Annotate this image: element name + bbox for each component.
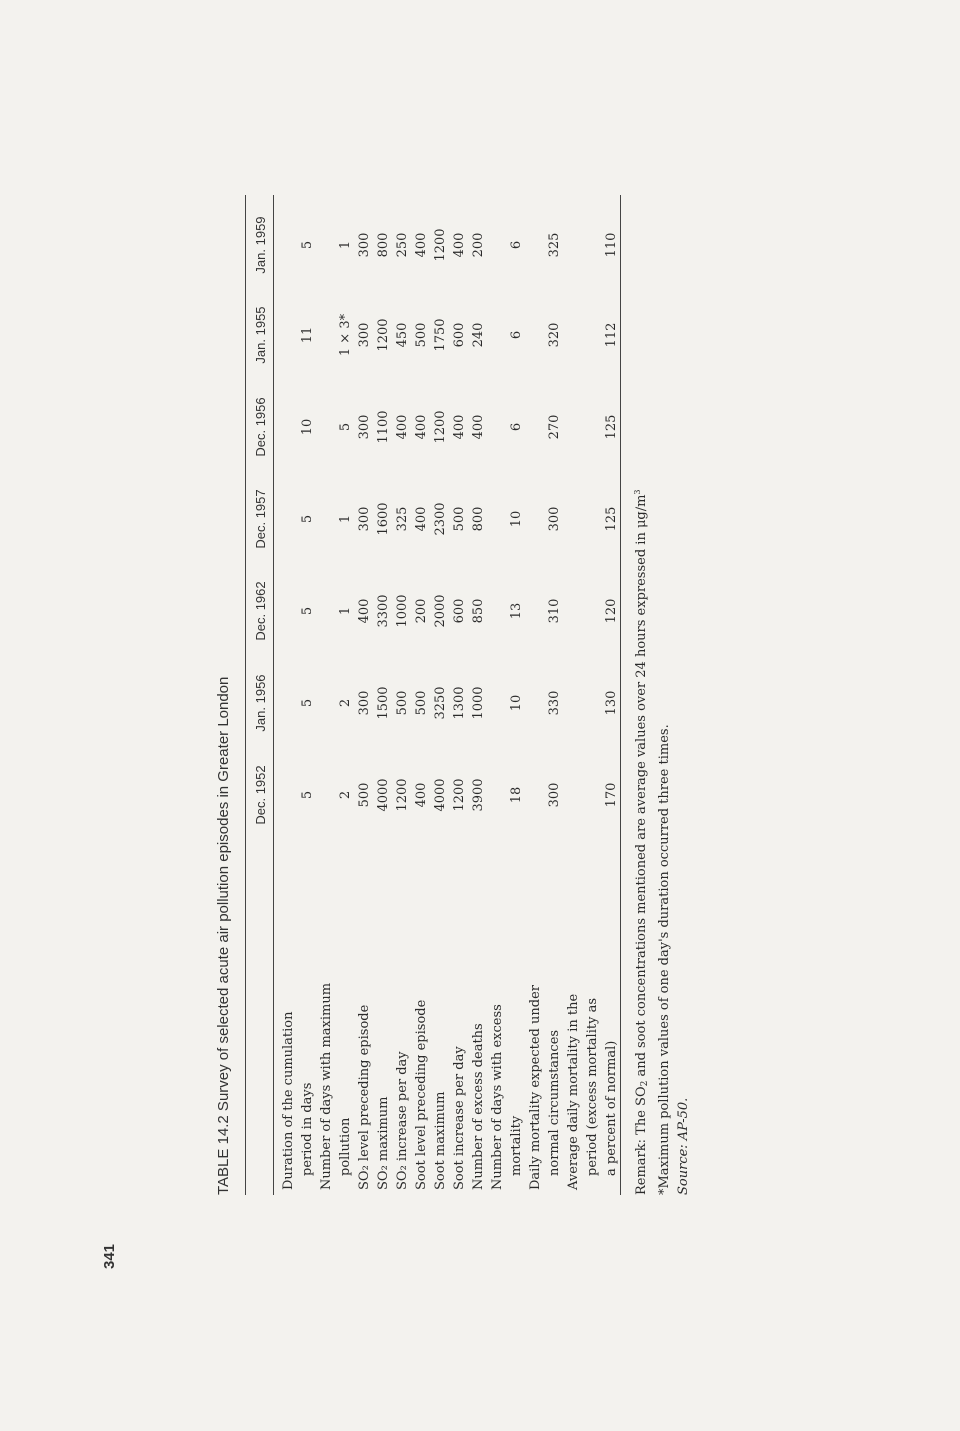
table-cell: 325 bbox=[547, 232, 562, 258]
table-cell: 400 bbox=[471, 414, 486, 440]
table-cell: 2000 bbox=[433, 594, 448, 628]
table-cell: 5 bbox=[300, 514, 315, 524]
table-cell: 3300 bbox=[376, 594, 391, 628]
table-cell: 400 bbox=[414, 506, 429, 532]
table-cell: 400 bbox=[414, 782, 429, 808]
table-cell: 1 bbox=[338, 606, 353, 616]
table-cell: 3250 bbox=[433, 686, 448, 720]
table-cell: 400 bbox=[395, 414, 410, 440]
table-cell: 1300 bbox=[452, 686, 467, 720]
table-cell: 10 bbox=[509, 694, 524, 712]
table-cell: 1000 bbox=[395, 594, 410, 628]
row-label: Duration of the cumulation period in days bbox=[281, 1011, 315, 1190]
row-label: SO₂ maximum bbox=[376, 1096, 391, 1190]
column-header: Dec. 1952 bbox=[253, 765, 268, 825]
header-rule bbox=[273, 195, 274, 1195]
table-cell: 300 bbox=[547, 782, 562, 808]
table-cell: 500 bbox=[452, 506, 467, 532]
table-cell: 500 bbox=[357, 782, 372, 808]
table-cell: 1100 bbox=[376, 410, 391, 444]
table-cell: 120 bbox=[604, 598, 619, 624]
table-cell: 250 bbox=[395, 232, 410, 258]
table-cell: 5 bbox=[300, 790, 315, 800]
table-cell: 125 bbox=[604, 414, 619, 440]
row-label: Soot level preceding episode bbox=[414, 999, 429, 1190]
table-cell: 300 bbox=[547, 506, 562, 532]
table-cell: 4000 bbox=[376, 778, 391, 812]
column-header: Dec. 1962 bbox=[253, 581, 268, 641]
table-cell: 6 bbox=[509, 240, 524, 250]
column-header: Jan. 1956 bbox=[253, 674, 268, 732]
table-cell: 600 bbox=[452, 322, 467, 348]
table-cell: 400 bbox=[414, 414, 429, 440]
page-number: 341 bbox=[101, 1243, 119, 1270]
table-cell: 300 bbox=[357, 414, 372, 440]
table-cell: 11 bbox=[300, 326, 315, 344]
column-header: Dec. 1957 bbox=[253, 489, 268, 549]
table-cell: 1500 bbox=[376, 686, 391, 720]
table-cell: 5 bbox=[300, 606, 315, 616]
table-cell: 450 bbox=[395, 322, 410, 348]
table-cell: 1200 bbox=[395, 778, 410, 812]
remark: Remark: The $SO_2$ and soot concentrations mentioned are average values over 24 hours expressed in $\mu g/m^3$ bbox=[633, 489, 650, 1195]
table-top-rule bbox=[245, 195, 246, 1195]
table-cell: 400 bbox=[414, 232, 429, 258]
row-label: Soot increase per day bbox=[452, 1046, 467, 1190]
table-cell: 13 bbox=[509, 602, 524, 620]
table-cell: 5 bbox=[300, 698, 315, 708]
table-title: TABLE 14.2 Survey of selected acute air pollution episodes in Greater London bbox=[215, 676, 232, 1195]
row-label: Number of days with excess mortality bbox=[490, 1004, 524, 1190]
table-cell: 500 bbox=[414, 690, 429, 716]
table-cell: 300 bbox=[357, 232, 372, 258]
table-cell: 6 bbox=[509, 330, 524, 340]
table-cell: 400 bbox=[452, 232, 467, 258]
row-label: SO₂ increase per day bbox=[395, 1051, 410, 1190]
row-label: SO₂ level preceding episode bbox=[357, 1004, 372, 1190]
table-cell: 1200 bbox=[376, 318, 391, 352]
source-note: Source: AP-50. bbox=[676, 1097, 691, 1195]
table-cell: 6 bbox=[509, 422, 524, 432]
table-cell: 1200 bbox=[433, 410, 448, 444]
table-cell: 240 bbox=[471, 322, 486, 348]
table-cell: 400 bbox=[357, 598, 372, 624]
table-cell: 3900 bbox=[471, 778, 486, 812]
row-label: Number of days with maximum pollution bbox=[319, 982, 353, 1190]
table-cell: 500 bbox=[395, 690, 410, 716]
table-cell: 1 × 3* bbox=[338, 313, 353, 357]
table-cell: 1 bbox=[338, 514, 353, 524]
table-cell: 270 bbox=[547, 414, 562, 440]
row-label: Soot maximum bbox=[433, 1091, 448, 1190]
table-cell: 300 bbox=[357, 690, 372, 716]
table-cell: 1200 bbox=[452, 778, 467, 812]
table-bottom-rule bbox=[620, 195, 621, 1195]
table-cell: 500 bbox=[414, 322, 429, 348]
table-cell: 130 bbox=[604, 690, 619, 716]
table-cell: 2 bbox=[338, 790, 353, 800]
table-cell: 800 bbox=[376, 232, 391, 258]
table-cell: 200 bbox=[471, 232, 486, 258]
table-cell: 18 bbox=[509, 786, 524, 804]
table-cell: 1 bbox=[338, 240, 353, 250]
table-cell: 2300 bbox=[433, 502, 448, 536]
column-header: Jan. 1955 bbox=[253, 306, 268, 364]
table-cell: 300 bbox=[357, 322, 372, 348]
row-label: Daily mortality expected under normal circumstances bbox=[528, 985, 562, 1190]
table-cell: 5 bbox=[300, 240, 315, 250]
rotated-table-page bbox=[215, 195, 715, 1195]
table-cell: 600 bbox=[452, 598, 467, 624]
table-cell: 850 bbox=[471, 598, 486, 624]
table-cell: 10 bbox=[300, 418, 315, 436]
table-cell: 125 bbox=[604, 506, 619, 532]
column-header: Dec. 1956 bbox=[253, 397, 268, 457]
table-cell: 325 bbox=[395, 506, 410, 532]
row-label: Number of excess deaths bbox=[471, 1023, 486, 1190]
table-cell: 300 bbox=[357, 506, 372, 532]
table-cell: 170 bbox=[604, 782, 619, 808]
row-label: Average daily mortality in the period (excess mortality as a percent of normal) bbox=[566, 993, 619, 1190]
table-cell: 800 bbox=[471, 506, 486, 532]
table-cell: 112 bbox=[604, 322, 619, 348]
table-cell: 1200 bbox=[433, 228, 448, 262]
table-cell: 10 bbox=[509, 510, 524, 528]
table-cell: 200 bbox=[414, 598, 429, 624]
table-cell: 400 bbox=[452, 414, 467, 440]
table-cell: 5 bbox=[338, 422, 353, 432]
table-cell: 330 bbox=[547, 690, 562, 716]
table-cell: 1600 bbox=[376, 502, 391, 536]
table-cell: 110 bbox=[604, 232, 619, 258]
table-notes bbox=[628, 489, 693, 1195]
table-cell: 320 bbox=[547, 322, 562, 348]
table-cell: 1750 bbox=[433, 318, 448, 352]
table-cell: 1000 bbox=[471, 686, 486, 720]
table-cell: 310 bbox=[547, 598, 562, 624]
table-cell: 4000 bbox=[433, 778, 448, 812]
table-cell: 2 bbox=[338, 698, 353, 708]
column-header: Jan. 1959 bbox=[253, 216, 268, 274]
footnote: *Maximum pollution values of one day's duration occurred three times. bbox=[657, 724, 672, 1195]
